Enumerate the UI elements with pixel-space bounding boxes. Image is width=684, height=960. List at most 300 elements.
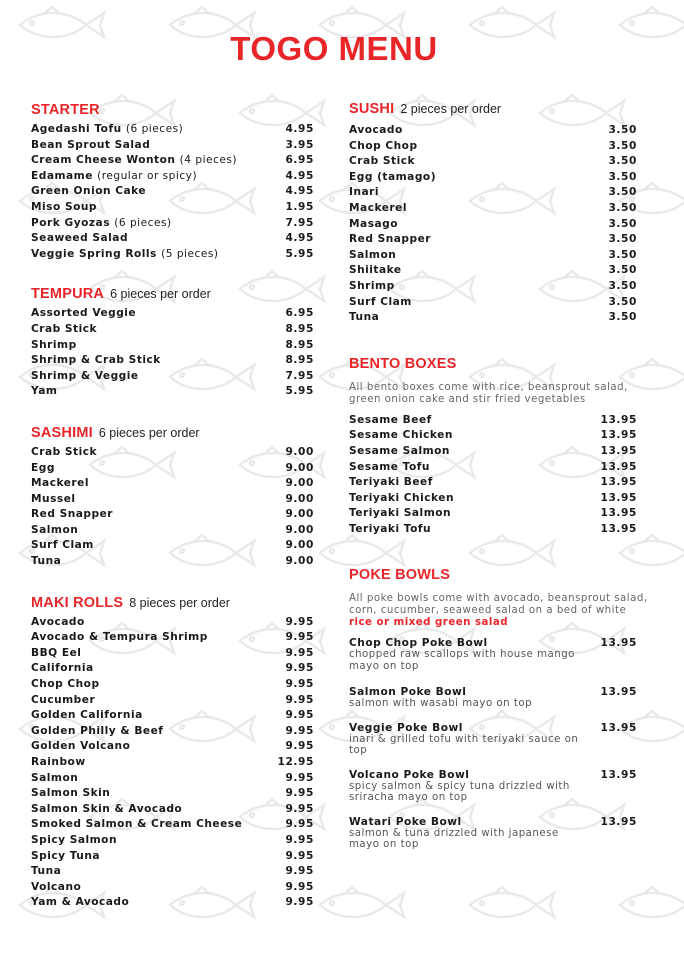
poke-description-accent: rice or mixed green salad xyxy=(349,617,509,629)
item-name: Chop Chop xyxy=(349,139,418,152)
section-starter xyxy=(31,102,314,263)
item-name: Golden California xyxy=(31,709,143,722)
item-name: Mackerel xyxy=(31,477,89,490)
poke-bowl-description: inari & grilled tofu with teriyaki sauce on top xyxy=(349,733,579,757)
item-price: 13.95 xyxy=(600,413,637,426)
item-name-group xyxy=(31,772,78,784)
item-price: 3.50 xyxy=(608,279,637,292)
poke-bowl-price: 13.95 xyxy=(600,686,637,699)
item-name: Shrimp & Crab Stick xyxy=(31,354,161,367)
item-name: Teriyaki Tofu xyxy=(349,522,432,535)
item-price: 13.95 xyxy=(600,460,637,473)
item-name: Sesame Beef xyxy=(349,413,432,426)
item-name-group xyxy=(31,725,163,737)
poke-bowl-text xyxy=(349,722,589,757)
menu-item xyxy=(31,154,314,170)
menu-item xyxy=(31,248,314,264)
item-note: (regular or spicy) xyxy=(97,169,198,182)
item-price: 9.95 xyxy=(285,880,314,893)
item-name: Crab Stick xyxy=(349,155,416,168)
item-price: 13.95 xyxy=(600,476,637,489)
item-name: Pork Gyozas xyxy=(31,216,110,229)
item-name: Egg (tamago) xyxy=(349,170,437,183)
poke-bowl-item xyxy=(349,816,637,851)
item-name-group xyxy=(31,709,143,721)
menu-item xyxy=(31,539,314,555)
section-note: 8 pieces per order xyxy=(129,595,230,610)
item-name: Avocado & Tempura Shrimp xyxy=(31,631,208,644)
menu-item xyxy=(349,492,637,508)
item-name: Golden Philly & Beef xyxy=(31,724,164,737)
item-price: 9.95 xyxy=(285,678,314,691)
item-price: 9.95 xyxy=(285,615,314,628)
item-price: 6.95 xyxy=(285,154,314,167)
item-note: (5 pieces) xyxy=(161,247,219,260)
section-title: SUSHI xyxy=(349,101,395,117)
item-name-group xyxy=(31,508,113,520)
item-price: 1.95 xyxy=(285,200,314,213)
item-price: 13.95 xyxy=(600,507,637,520)
poke-description-text: All poke bowls come with avocado, beansprout salad, corn, cucumber, seaweed salad on a bed of white xyxy=(349,593,648,617)
item-name-group xyxy=(31,477,89,489)
item-name-group xyxy=(31,555,61,567)
menu-item xyxy=(31,616,314,632)
section-items xyxy=(349,124,637,327)
item-name: Salmon xyxy=(349,248,397,261)
item-name-group xyxy=(349,492,454,504)
menu-item xyxy=(349,171,637,187)
section-header xyxy=(31,286,314,306)
menu-item xyxy=(31,524,314,540)
poke-bowl-text xyxy=(349,769,589,804)
section-header xyxy=(349,567,637,587)
item-name: Salmon Skin & Avocado xyxy=(31,802,183,815)
item-name-group xyxy=(31,662,94,674)
poke-bowl-item xyxy=(349,722,637,757)
item-price: 3.50 xyxy=(608,201,637,214)
poke-bowl-name: Watari Poke Bowl xyxy=(349,815,462,828)
poke-bowl-item xyxy=(349,637,637,672)
menu-item xyxy=(31,834,314,850)
menu-item xyxy=(349,445,637,461)
section-bento-boxes xyxy=(349,356,637,539)
item-name: Salmon xyxy=(31,771,79,784)
item-name-group xyxy=(349,445,450,457)
item-name: Shrimp xyxy=(31,338,77,351)
item-price: 12.95 xyxy=(277,756,314,768)
menu-item xyxy=(31,555,314,571)
menu-item xyxy=(31,354,314,370)
poke-bowl-price: 13.95 xyxy=(600,815,637,828)
menu-item xyxy=(31,370,314,386)
item-price: 3.50 xyxy=(608,186,637,199)
item-price: 9.00 xyxy=(285,523,314,536)
item-note: (4 pieces) xyxy=(179,154,238,167)
menu-item xyxy=(31,307,314,323)
item-name-group xyxy=(31,232,128,244)
item-price: 5.95 xyxy=(285,385,314,398)
menu-item xyxy=(31,123,314,139)
item-name-group xyxy=(349,476,433,488)
menu-item xyxy=(31,709,314,725)
menu-item xyxy=(31,818,314,834)
item-price: 8.95 xyxy=(285,354,314,367)
item-note: (6 pieces) xyxy=(114,216,172,229)
item-name: Surf Clam xyxy=(31,539,94,552)
item-name-group xyxy=(31,740,130,752)
item-name: Red Snapper xyxy=(31,508,114,521)
item-name: Masago xyxy=(349,217,399,230)
item-name-group xyxy=(349,507,451,519)
item-price: 3.50 xyxy=(608,139,637,152)
item-name-group xyxy=(349,186,379,198)
item-name-group xyxy=(31,647,81,659)
menu-item xyxy=(31,339,314,355)
item-price: 3.50 xyxy=(608,311,637,324)
poke-bowl-description: chopped raw scallops with house mango mayo on top xyxy=(349,649,575,672)
item-price: 4.95 xyxy=(285,232,314,245)
item-name: Teriyaki Chicken xyxy=(349,491,454,504)
item-price: 3.50 xyxy=(608,124,637,136)
item-price: 3.50 xyxy=(608,248,637,261)
menu-item xyxy=(31,139,314,155)
item-name-group xyxy=(31,616,85,628)
item-name-group xyxy=(31,170,197,182)
item-name-group xyxy=(349,124,403,136)
section-items xyxy=(31,446,314,571)
poke-bowl-price: 13.95 xyxy=(600,637,637,650)
poke-bowl-price: 13.95 xyxy=(600,721,637,734)
item-name: Spicy Salmon xyxy=(31,833,117,846)
section-note: 2 pieces per order xyxy=(400,102,502,116)
menu-item xyxy=(31,865,314,881)
item-price: 9.95 xyxy=(285,849,314,862)
item-price: 9.95 xyxy=(285,631,314,644)
menu-item xyxy=(31,772,314,788)
item-name: Smoked Salmon & Cream Cheese xyxy=(31,818,243,831)
item-name-group xyxy=(31,787,110,799)
item-name: Green Onion Cake xyxy=(31,185,147,198)
menu-item xyxy=(31,787,314,803)
menu-item xyxy=(349,414,637,430)
item-name: Shrimp xyxy=(349,279,395,292)
poke-bowl-item xyxy=(349,686,637,710)
item-name-group xyxy=(31,631,208,643)
item-name-group xyxy=(31,881,81,893)
item-name: Edamame xyxy=(31,169,93,182)
item-name: Tuna xyxy=(31,865,62,878)
item-name-group xyxy=(31,524,78,536)
section-items xyxy=(31,307,314,401)
item-name: Surf Clam xyxy=(349,295,412,308)
item-name: Golden Volcano xyxy=(31,740,131,753)
item-price: 7.95 xyxy=(285,216,314,229)
menu-item xyxy=(349,140,637,156)
item-name: Teriyaki Beef xyxy=(349,476,433,489)
section-maki-rolls xyxy=(31,595,314,912)
item-name: Shiitake xyxy=(349,264,402,277)
item-price: 9.95 xyxy=(285,818,314,831)
section-header xyxy=(31,425,314,445)
item-name-group xyxy=(31,354,161,366)
item-price: 3.50 xyxy=(608,155,637,168)
menu-item xyxy=(31,170,314,186)
item-name: Avocado xyxy=(31,615,85,628)
item-name-group xyxy=(31,323,97,335)
section-poke-bowls xyxy=(349,567,648,851)
menu-item xyxy=(349,202,637,218)
poke-bowl-price: 13.95 xyxy=(600,768,637,781)
item-name-group xyxy=(31,339,77,351)
item-name: Agedashi Tofu xyxy=(31,123,122,135)
item-name-group xyxy=(349,461,430,473)
item-name-group xyxy=(349,264,402,276)
section-header xyxy=(31,595,314,615)
menu-item xyxy=(31,881,314,897)
section-header xyxy=(31,102,314,122)
item-price: 6.95 xyxy=(285,307,314,320)
item-price: 9.95 xyxy=(285,833,314,846)
section-title: BENTO BOXES xyxy=(349,355,457,372)
item-name-group xyxy=(31,756,86,768)
section-title: TEMPURA xyxy=(31,286,105,303)
item-name: Mussel xyxy=(31,492,76,505)
section-items xyxy=(349,414,637,539)
menu-item xyxy=(31,803,314,819)
item-price: 4.95 xyxy=(285,169,314,182)
item-name: Cream Cheese Wonton xyxy=(31,154,176,167)
left-column xyxy=(31,102,314,912)
menu-item xyxy=(31,232,314,248)
item-price: 9.95 xyxy=(285,724,314,737)
menu-item xyxy=(31,850,314,866)
item-name-group xyxy=(349,155,415,167)
item-price: 5.95 xyxy=(285,247,314,260)
item-name: Mackerel xyxy=(349,201,407,214)
menu-item xyxy=(31,217,314,233)
item-name-group xyxy=(31,678,100,690)
item-name-group xyxy=(31,850,100,862)
poke-bowl-item xyxy=(349,769,637,804)
item-price: 3.50 xyxy=(608,264,637,277)
item-price: 9.00 xyxy=(285,461,314,474)
item-name: Seaweed Salad xyxy=(31,232,129,245)
item-note: (6 pieces) xyxy=(125,123,184,135)
poke-bowl-text xyxy=(349,686,589,710)
item-name-group xyxy=(31,462,55,474)
item-price: 9.00 xyxy=(285,477,314,490)
poke-bowl-text xyxy=(349,637,589,672)
item-name: Yam & Avocado xyxy=(31,896,130,909)
item-name: Red Snapper xyxy=(349,233,432,246)
menu-item xyxy=(349,218,637,234)
menu-item xyxy=(31,508,314,524)
item-name-group xyxy=(31,385,57,397)
menu-title: TOGO MENU xyxy=(230,30,438,67)
poke-items xyxy=(349,637,637,851)
item-name: California xyxy=(31,662,94,675)
menu-item xyxy=(349,476,637,492)
item-price: 8.95 xyxy=(285,322,314,335)
item-price: 9.95 xyxy=(285,865,314,878)
item-name-group xyxy=(349,171,436,183)
menu-item xyxy=(349,296,637,312)
item-price: 9.95 xyxy=(285,802,314,815)
menu-item xyxy=(349,461,637,477)
item-name-group xyxy=(31,307,136,319)
section-sushi xyxy=(349,101,637,327)
menu-item xyxy=(31,678,314,694)
menu-item xyxy=(349,429,637,445)
section-note: 6 pieces per order xyxy=(98,425,200,440)
item-name-group xyxy=(31,446,97,458)
menu-item xyxy=(31,725,314,741)
menu-item xyxy=(31,896,314,912)
item-name-group xyxy=(349,218,398,230)
menu-item xyxy=(31,740,314,756)
item-price: 9.95 xyxy=(285,740,314,753)
item-name: Avocado xyxy=(349,124,403,136)
item-name: Sesame Chicken xyxy=(349,429,453,442)
item-name-group xyxy=(349,414,432,426)
menu-item xyxy=(349,155,637,171)
menu-item xyxy=(31,662,314,678)
menu-item xyxy=(31,493,314,509)
item-price: 9.95 xyxy=(285,693,314,706)
item-price: 13.95 xyxy=(600,522,637,535)
item-price: 13.95 xyxy=(600,491,637,504)
poke-bowl-description: salmon with wasabi mayo on top xyxy=(349,698,533,710)
section-items xyxy=(31,616,314,912)
item-name: Tuna xyxy=(31,555,62,568)
section-sashimi xyxy=(31,425,314,571)
section-header xyxy=(349,101,637,121)
item-name: Miso Soup xyxy=(31,200,97,213)
item-name-group xyxy=(31,123,183,135)
item-price: 8.95 xyxy=(285,338,314,351)
item-name: Teriyaki Salmon xyxy=(349,507,452,520)
item-name: Chop Chop xyxy=(31,678,100,691)
menu-item xyxy=(31,694,314,710)
menu-item xyxy=(349,280,637,296)
item-name-group xyxy=(349,296,412,308)
poke-bowl-text xyxy=(349,816,589,851)
menu-item xyxy=(31,201,314,217)
menu-item xyxy=(31,385,314,401)
poke-bowl-name: Veggie Poke Bowl xyxy=(349,721,463,734)
menu-item xyxy=(349,507,637,523)
item-name-group xyxy=(349,249,396,261)
item-name: Shrimp & Veggie xyxy=(31,369,139,382)
menu-item xyxy=(31,446,314,462)
item-name-group xyxy=(31,217,172,229)
menu-item xyxy=(349,311,637,327)
menu-item xyxy=(31,647,314,663)
item-price: 4.95 xyxy=(285,185,314,198)
item-name: Rainbow xyxy=(31,756,86,768)
poke-bowl-description: spicy salmon & spicy tuna drizzled with sriracha mayo on top xyxy=(349,780,570,804)
item-name-group xyxy=(349,280,395,292)
menu-item xyxy=(31,631,314,647)
section-title: STARTER xyxy=(31,102,100,118)
item-name-group xyxy=(31,896,129,908)
item-name: Salmon xyxy=(31,523,79,536)
item-name: Crab Stick xyxy=(31,322,98,335)
item-name: Crab Stick xyxy=(31,445,98,458)
menu-item xyxy=(349,124,637,140)
item-price: 9.00 xyxy=(285,539,314,552)
item-price: 3.50 xyxy=(608,217,637,230)
item-name: Cucumber xyxy=(31,693,96,706)
item-price: 13.95 xyxy=(600,444,637,457)
menu-item xyxy=(349,523,637,539)
section-title: POKE BOWLS xyxy=(349,567,451,584)
item-name: Salmon Skin xyxy=(31,787,111,800)
item-name: Yam xyxy=(31,385,58,398)
item-price: 9.95 xyxy=(285,662,314,675)
menu-item xyxy=(31,323,314,339)
item-name-group xyxy=(31,694,95,706)
item-name-group xyxy=(349,202,407,214)
item-price: 3.95 xyxy=(285,138,314,151)
section-note: 6 pieces per order xyxy=(110,287,211,302)
item-name: Veggie Spring Rolls xyxy=(31,247,157,260)
item-price: 9.95 xyxy=(285,771,314,784)
section-tempura xyxy=(31,286,314,401)
item-name-group xyxy=(31,154,237,166)
item-name-group xyxy=(349,140,418,152)
item-name: Sesame Tofu xyxy=(349,460,430,473)
item-name-group xyxy=(31,493,76,505)
right-column xyxy=(349,101,648,863)
item-price: 9.95 xyxy=(285,646,314,659)
bento-description: All bento boxes come with rice, beansprout salad, green onion cake and stir fried vegetables xyxy=(349,381,628,405)
section-items xyxy=(31,123,314,263)
item-name: Assorted Veggie xyxy=(31,307,137,320)
poke-bowl-name: Chop Chop Poke Bowl xyxy=(349,637,488,650)
item-price: 3.50 xyxy=(608,295,637,308)
item-price: 9.00 xyxy=(285,492,314,505)
menu-item xyxy=(31,185,314,201)
item-price: 3.50 xyxy=(608,233,637,246)
menu-item xyxy=(349,186,637,202)
item-price: 9.00 xyxy=(285,508,314,521)
item-name: Tuna xyxy=(349,311,380,324)
item-price: 13.95 xyxy=(600,429,637,442)
item-price: 4.95 xyxy=(285,123,314,135)
item-name: Spicy Tuna xyxy=(31,849,101,862)
menu-item xyxy=(349,264,637,280)
item-name-group xyxy=(31,803,182,815)
item-name-group xyxy=(31,539,94,551)
item-name-group xyxy=(349,233,431,245)
menu-item xyxy=(31,477,314,493)
item-price: 3.50 xyxy=(608,170,637,183)
item-price: 9.00 xyxy=(285,445,314,458)
item-name: Bean Sprout Salad xyxy=(31,138,151,151)
item-name-group xyxy=(31,201,97,213)
item-name: BBQ Eel xyxy=(31,646,82,659)
section-title: SASHIMI xyxy=(31,424,93,441)
item-name-group xyxy=(349,523,431,535)
item-name-group xyxy=(31,370,139,382)
item-name-group xyxy=(31,865,61,877)
poke-description xyxy=(349,593,649,629)
section-header xyxy=(349,356,637,376)
menu-item xyxy=(349,233,637,249)
item-name: Volcano xyxy=(31,880,82,893)
item-name: Egg xyxy=(31,461,55,474)
